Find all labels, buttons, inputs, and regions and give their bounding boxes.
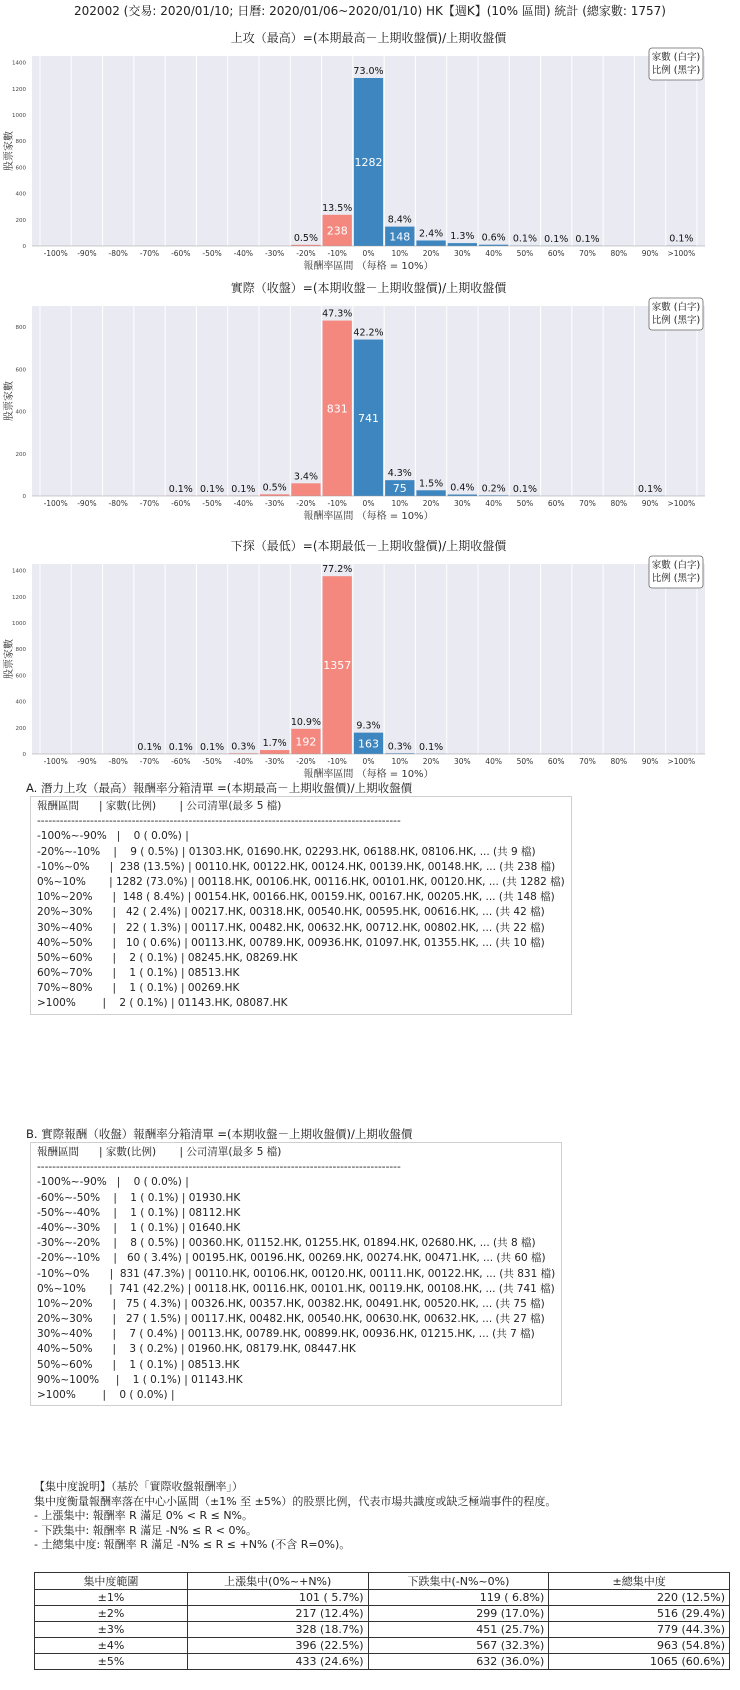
data-label-percent: 2.4% [419, 228, 444, 240]
page-title: 202002 (交易: 2020/01/10; 日曆: 2020/01/06~2020/01/10) HK【週K】(10% 區間) 統計 (總家數: 1757) [74, 4, 666, 18]
x-tick-label: -40% [233, 499, 254, 508]
x-tick-label: 0% [362, 757, 375, 766]
data-label-count: 148 [389, 230, 411, 244]
list-item: -40%~-30% | 1 ( 0.1%) | 01640.HK [37, 1221, 241, 1234]
data-label-count: 75 [392, 482, 407, 496]
x-tick-label: >100% [667, 499, 696, 508]
y-axis-label: 股票家數 [4, 639, 15, 679]
y-tick-label: 600 [15, 367, 26, 374]
y-tick-label: 200 [15, 451, 26, 458]
x-tick-label: -70% [139, 249, 160, 258]
list-item: -10%~0% | 238 (13.5%) | 00110.HK, 00122.HK, 00124.HK, 00139.HK, 00148.HK, ... (共 238 檔) [37, 860, 556, 873]
bar [260, 750, 289, 754]
x-tick-label: -20% [296, 499, 316, 508]
x-tick-label: 40% [485, 499, 502, 508]
y-tick-label: 1200 [12, 594, 26, 601]
data-label-percent: 0.6% [481, 232, 506, 244]
list-item: -60%~-50% | 1 ( 0.1%) | 01930.HK [37, 1191, 241, 1204]
x-tick-label: 0% [362, 249, 375, 258]
table-cell: 567 (32.3%) [368, 1638, 549, 1654]
x-tick-label: 80% [610, 499, 628, 508]
list-item: 90%~100% | 1 ( 0.1%) | 01143.HK [37, 1373, 243, 1386]
list-item: 30%~40% | 22 ( 1.3%) | 00117.HK, 00482.HK, 00632.HK, 00712.HK, 00802.HK, ... (共 22 檔) [37, 921, 545, 934]
x-tick-label: -30% [264, 757, 285, 766]
table-cell: ±4% [35, 1638, 188, 1654]
data-label-percent: 8.4% [387, 214, 412, 226]
y-tick-label: 600 [15, 165, 26, 172]
data-label-count: 741 [358, 411, 379, 425]
x-tick-label: -10% [327, 757, 347, 766]
x-tick-label: -60% [171, 757, 191, 766]
x-tick-label: 70% [579, 757, 596, 766]
x-tick-label: >100% [667, 249, 696, 258]
data-label-percent: 0.1% [168, 483, 193, 495]
x-tick-label: -100% [43, 249, 68, 258]
data-label-percent: 0.1% [669, 233, 694, 245]
y-axis-label: 股票家數 [4, 131, 15, 171]
data-label-percent: 1.3% [450, 231, 475, 243]
list-item: -20%~-10% | 60 ( 3.4%) | 00195.HK, 00196.HK, 00269.HK, 00274.HK, 00471.HK, ... (共 60 檔) [37, 1252, 546, 1265]
y-tick-label: 1400 [12, 568, 26, 575]
y-tick-label: 1000 [12, 112, 26, 119]
chart-close [0, 272, 740, 520]
x-tick-label: -80% [108, 757, 128, 766]
chart-title: 實際（收盤）=(本期收盤－上期收盤價)/上期收盤價 [230, 281, 507, 295]
x-tick-label: 40% [485, 757, 502, 766]
x-tick-label: 0% [362, 499, 375, 508]
x-tick-label: 90% [641, 757, 659, 766]
x-tick-label: -10% [327, 499, 347, 508]
table-cell: ±3% [35, 1622, 188, 1638]
concentration-notes [34, 1480, 556, 1553]
list-item: 50%~60% | 1 ( 0.1%) | 08513.HK [37, 1358, 240, 1371]
y-tick-label: 800 [15, 647, 26, 654]
x-tick-label: -100% [43, 757, 68, 766]
legend-entry: 家數 (白字) [651, 302, 701, 313]
list-item: -10%~0% | 831 (47.3%) | 00110.HK, 00106.HK, 00120.HK, 00111.HK, 00122.HK, ... (共 831 檔) [37, 1267, 556, 1280]
list-item: 20%~30% | 27 ( 1.5%) | 00117.HK, 00482.HK, 00540.HK, 00630.HK, 00632.HK, ... (共 27 檔) [37, 1313, 545, 1326]
x-tick-label: 50% [516, 757, 534, 766]
x-tick-label: 40% [485, 249, 502, 258]
data-label-percent: 0.1% [200, 483, 225, 495]
data-label-percent: 0.5% [293, 232, 318, 244]
x-tick-label: -80% [108, 499, 128, 508]
list-item: 報酬區間 | 家數(比例) | 公司清單(最多 5 檔) [37, 1146, 282, 1158]
x-tick-label: -20% [296, 757, 316, 766]
concentration-line: 集中度衡量報酬率落在中心小區間（±1% 至 ±5%）的股票比例，代表市場共識度或缺乏極端事件的程度。 [34, 1494, 557, 1508]
x-tick-label: -70% [139, 757, 160, 766]
x-tick-label: -50% [202, 757, 222, 766]
data-label-count: 1282 [354, 156, 383, 170]
list-item: 10%~20% | 75 ( 4.3%) | 00326.HK, 00357.HK, 00382.HK, 00491.HK, 00520.HK, ... (共 75 檔) [37, 1297, 545, 1310]
x-tick-label: -70% [139, 499, 160, 508]
x-tick-label: -90% [77, 499, 97, 508]
list-item: 報酬區間 | 家數(比例) | 公司清單(最多 5 檔) [37, 800, 282, 812]
x-axis-label: 報酬率區間 （每格 = 10%） [303, 511, 434, 520]
table-header-cell: 下跌集中(-N%~0%) [368, 1573, 549, 1590]
chart-svg [0, 530, 740, 778]
x-tick-label: 20% [422, 757, 440, 766]
data-label-percent: 0.1% [168, 741, 193, 753]
list-item: 0%~10% | 741 (42.2%) | 00118.HK, 00116.HK, 00101.HK, 00119.HK, 00108.HK, ... (共 741 檔) [37, 1282, 555, 1295]
legend [649, 48, 703, 80]
table-cell: 632 (36.0%) [368, 1654, 549, 1670]
data-label-percent: 0.1% [638, 483, 663, 495]
x-tick-label: 20% [422, 499, 440, 508]
data-label-percent: 0.1% [512, 483, 537, 495]
legend-entry: 比例 (黑字) [651, 573, 701, 584]
table-cell: 328 (18.7%) [187, 1622, 368, 1638]
y-tick-label: 1200 [12, 86, 26, 93]
y-tick-label: 800 [15, 325, 26, 332]
legend [649, 556, 703, 588]
legend-entry: 家數 (白字) [651, 52, 701, 63]
x-tick-label: -50% [202, 499, 222, 508]
x-tick-label: 70% [579, 499, 596, 508]
legend-entry: 比例 (黑字) [651, 65, 701, 76]
list-item: -20%~-10% | 9 ( 0.5%) | 01303.HK, 01690.HK, 02293.HK, 06188.HK, 08106.HK, ... (共 9 檔) [37, 845, 536, 858]
data-label-percent: 0.1% [137, 741, 162, 753]
chart-title: 下探（最低）=(本期最低－上期收盤價)/上期收盤價 [230, 539, 507, 553]
chart-svg [0, 22, 740, 270]
bar [416, 490, 445, 496]
x-tick-label: -40% [233, 249, 254, 258]
y-tick-label: 400 [15, 409, 26, 416]
x-tick-label: 60% [547, 499, 565, 508]
x-tick-label: -60% [171, 499, 191, 508]
y-tick-label: 600 [15, 673, 26, 680]
data-label-percent: 42.2% [353, 327, 384, 339]
table-cell: 433 (24.6%) [187, 1654, 368, 1670]
data-label-percent: 4.3% [387, 468, 412, 480]
table-cell: 516 (29.4%) [549, 1606, 730, 1622]
legend-entry: 家數 (白字) [651, 560, 701, 571]
table-cell: 396 (22.5%) [187, 1638, 368, 1654]
table-row [35, 1638, 730, 1654]
list-b-heading: B. 實際報酬（收盤）報酬率分箱清單 =(本期收盤－上期收盤價)/上期收盤價 [26, 1127, 413, 1141]
x-tick-label: -20% [296, 249, 316, 258]
chart-high [0, 22, 740, 270]
legend-entry: 比例 (黑字) [651, 315, 701, 326]
data-label-percent: 0.1% [231, 483, 256, 495]
table-header-cell: ±總集中度 [549, 1573, 730, 1590]
data-label-percent: 0.4% [450, 482, 475, 494]
data-label-percent: 77.2% [322, 564, 353, 576]
list-item: 30%~40% | 7 ( 0.4%) | 00113.HK, 00789.HK, 00899.HK, 00936.HK, 01215.HK, ... (共 7 檔) [37, 1328, 535, 1341]
bar [448, 243, 477, 246]
list-item: 0%~10% | 1282 (73.0%) | 00118.HK, 00106.HK, 00116.HK, 00101.HK, 00120.HK, ... (共 1282 檔) [37, 875, 565, 888]
y-tick-label: 400 [15, 699, 26, 706]
list-item: ------------------------------------------------------------------------------------------------ [37, 1161, 401, 1174]
table-cell: 451 (25.7%) [368, 1622, 549, 1638]
chart-svg [0, 272, 740, 520]
y-tick-label: 0 [22, 494, 26, 500]
x-tick-label: 10% [391, 499, 409, 508]
chart-low [0, 530, 740, 778]
x-tick-label: 60% [547, 249, 565, 258]
x-tick-label: 70% [579, 249, 596, 258]
bar [291, 483, 320, 496]
x-tick-label: -90% [77, 249, 97, 258]
data-label-percent: 9.3% [356, 720, 381, 732]
x-tick-label: 90% [641, 249, 659, 258]
y-tick-label: 400 [15, 191, 26, 198]
data-label-count: 238 [326, 224, 348, 238]
list-item: -100%~-90% | 0 ( 0.0%) | [37, 1176, 189, 1189]
table-header-cell: 集中度範圍 [35, 1573, 188, 1590]
data-label-percent: 1.7% [262, 738, 287, 750]
y-tick-label: 200 [15, 725, 26, 732]
table-header-row [35, 1573, 730, 1590]
concentration-line: - 土總集中度: 報酬率 R 滿足 -N% ≤ R ≤ +N% (不含 R=0%)。 [34, 1538, 351, 1551]
bar [416, 240, 445, 246]
data-label-count: 831 [326, 402, 348, 416]
list-item: 70%~80% | 1 ( 0.1%) | 00269.HK [37, 982, 240, 995]
y-tick-label: 1000 [12, 620, 26, 627]
x-tick-label: 10% [391, 757, 409, 766]
list-item: 60%~70% | 1 ( 0.1%) | 08513.HK [37, 967, 240, 980]
table-cell: 101 ( 5.7%) [187, 1590, 368, 1606]
table-row [35, 1654, 730, 1670]
table-cell: 1065 (60.6%) [549, 1654, 730, 1670]
x-tick-label: -30% [264, 499, 285, 508]
x-tick-label: -10% [327, 249, 347, 258]
data-label-percent: 73.0% [353, 66, 384, 78]
y-tick-label: 1400 [12, 60, 26, 67]
concentration-line: - 下跌集中: 報酬率 R 滿足 -N% ≤ R < 0%。 [34, 1523, 257, 1537]
x-tick-label: 30% [454, 249, 471, 258]
data-label-percent: 0.1% [419, 741, 444, 753]
data-label-percent: 0.2% [481, 483, 506, 495]
x-tick-label: -50% [202, 249, 222, 258]
list-item: -100%~-90% | 0 ( 0.0%) | [37, 830, 189, 843]
x-axis-label: 報酬率區間 （每格 = 10%） [303, 769, 434, 778]
list-item: 20%~30% | 42 ( 2.4%) | 00217.HK, 00318.HK, 00540.HK, 00595.HK, 00616.HK, ... (共 42 檔) [37, 906, 545, 919]
data-label-percent: 0.3% [387, 741, 412, 753]
list-a-heading: A. 潛力上攻（最高）報酬率分箱清單 =(本期最高－上期收盤價)/上期收盤價 [26, 781, 413, 795]
concentration-line: - 上漲集中: 報酬率 R 滿足 0% < R ≤ N%。 [34, 1509, 253, 1522]
x-tick-label: 50% [516, 499, 534, 508]
x-tick-label: 60% [547, 757, 565, 766]
x-tick-label: 30% [454, 757, 471, 766]
data-label-percent: 0.1% [575, 233, 600, 245]
x-tick-label: 90% [641, 499, 659, 508]
x-tick-label: -40% [233, 757, 254, 766]
table-cell: ±1% [35, 1590, 188, 1606]
list-item: >100% | 0 ( 0.0%) | [37, 1389, 175, 1401]
x-tick-label: 80% [610, 249, 628, 258]
table-cell: ±5% [35, 1654, 188, 1670]
y-tick-label: 0 [22, 752, 26, 758]
x-tick-label: -60% [171, 249, 191, 258]
list-item: -30%~-20% | 8 ( 0.5%) | 00360.HK, 01152.HK, 01255.HK, 01894.HK, 02680.HK, ... (共 8 檔) [37, 1237, 536, 1250]
x-tick-label: 30% [454, 499, 471, 508]
y-tick-label: 0 [22, 244, 26, 250]
data-label-percent: 13.5% [322, 202, 353, 214]
x-tick-label: 50% [516, 249, 534, 258]
table-cell: 220 (12.5%) [549, 1590, 730, 1606]
concentration-table [34, 1572, 730, 1670]
x-tick-label: 80% [610, 757, 628, 766]
data-label-percent: 3.4% [293, 471, 318, 483]
table-cell: 119 ( 6.8%) [368, 1590, 549, 1606]
data-label-percent: 0.5% [262, 482, 287, 494]
y-axis-label: 股票家數 [4, 381, 15, 421]
data-label-count: 1357 [323, 659, 352, 673]
table-row [35, 1606, 730, 1622]
list-item: 50%~60% | 2 ( 0.1%) | 08245.HK, 08269.HK [37, 951, 298, 964]
x-tick-label: >100% [667, 757, 696, 766]
chart-title: 上攻（最高）=(本期最高－上期收盤價)/上期收盤價 [230, 31, 507, 45]
data-label-percent: 10.9% [290, 716, 322, 728]
data-label-percent: 0.1% [544, 233, 569, 245]
x-axis-label: 報酬率區間 （每格 = 10%） [303, 261, 434, 270]
x-tick-label: 10% [391, 249, 409, 258]
list-item: ------------------------------------------------------------------------------------------------ [37, 815, 401, 828]
list-item: >100% | 2 ( 0.1%) | 01143.HK, 08087.HK [37, 997, 288, 1010]
data-label-percent: 1.5% [419, 478, 444, 490]
y-tick-label: 200 [15, 217, 26, 224]
list-item: 40%~50% | 10 ( 0.6%) | 00113.HK, 00789.HK, 00936.HK, 01097.HK, 01355.HK, ... (共 10 檔) [37, 936, 545, 949]
table-cell: 299 (17.0%) [368, 1606, 549, 1622]
x-tick-label: -100% [43, 499, 68, 508]
list-item: 10%~20% | 148 ( 8.4%) | 00154.HK, 00166.HK, 00159.HK, 00167.HK, 00205.HK, ... (共 148 檔) [37, 891, 555, 904]
y-tick-label: 800 [15, 139, 26, 146]
table-cell: ±2% [35, 1606, 188, 1622]
x-tick-label: -90% [77, 757, 97, 766]
data-label-percent: 0.1% [512, 233, 537, 245]
table-row [35, 1622, 730, 1638]
x-tick-label: -30% [264, 249, 285, 258]
list-item: -50%~-40% | 1 ( 0.1%) | 08112.HK [37, 1206, 241, 1219]
table-cell: 963 (54.8%) [549, 1638, 730, 1654]
table-cell: 779 (44.3%) [549, 1622, 730, 1638]
list-b-box [30, 1142, 562, 1406]
table-cell: 217 (12.4%) [187, 1606, 368, 1622]
x-tick-label: 20% [422, 249, 440, 258]
data-label-count: 192 [295, 735, 317, 749]
data-label-percent: 0.1% [200, 741, 225, 753]
legend [649, 298, 703, 330]
x-tick-label: -80% [108, 249, 128, 258]
list-a-box [30, 796, 572, 1015]
concentration-heading: 【集中度說明】（基於「實際收盤報酬率」） [34, 1480, 243, 1493]
list-item: 40%~50% | 3 ( 0.2%) | 01960.HK, 08179.HK, 08447.HK [37, 1343, 356, 1356]
table-row [35, 1590, 730, 1606]
table-header-cell: 上漲集中(0%~+N%) [187, 1573, 368, 1590]
data-label-percent: 0.3% [231, 741, 256, 753]
data-label-percent: 47.3% [322, 308, 353, 320]
data-label-count: 163 [358, 737, 379, 751]
